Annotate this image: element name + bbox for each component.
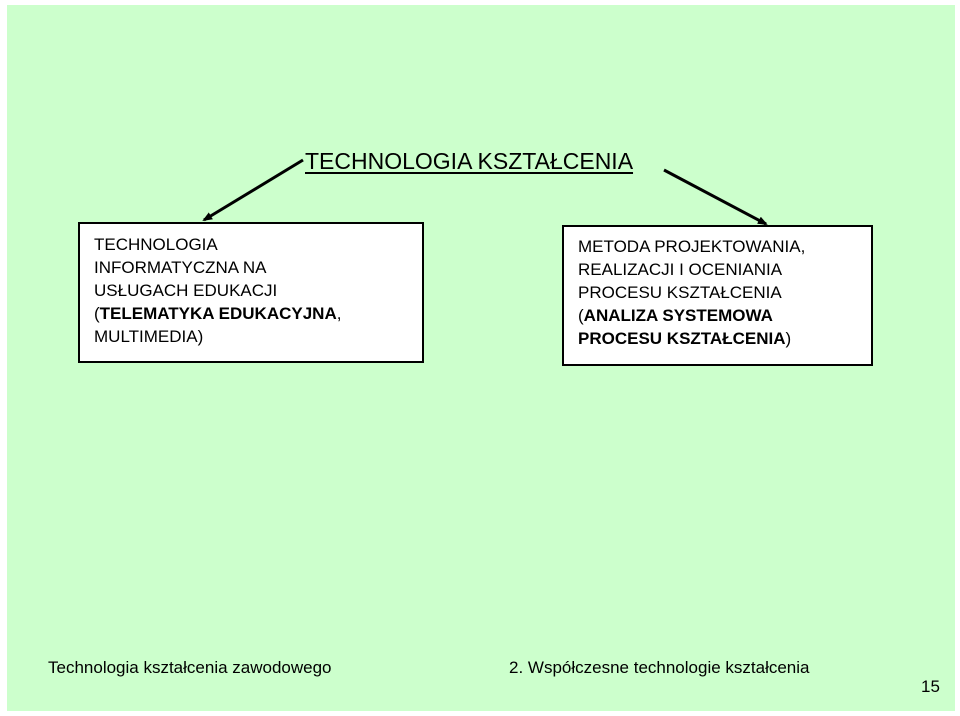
right-box-line: PROCESU KSZTAŁCENIA) (578, 329, 792, 348)
right-box (562, 225, 873, 366)
right-box-line: (ANALIZA SYSTEMOWA (578, 306, 773, 325)
left-box-line: INFORMATYCZNA NA (94, 258, 267, 277)
left-box-line: (TELEMATYKA EDUKACYJNA, (94, 304, 342, 323)
footer-course-title: Technologia kształcenia zawodowego (48, 658, 332, 677)
right-box-line: REALIZACJI I OCENIANIA (578, 260, 783, 279)
page-number: 15 (921, 677, 940, 696)
right-box-line: PROCESU KSZTAŁCENIA (578, 283, 782, 302)
right-box-line: METODA PROJEKTOWANIA, (578, 237, 806, 256)
arrow-to-right-box (664, 170, 766, 224)
left-box (78, 222, 424, 363)
right-box-bold-text: ANALIZA SYSTEMOWA (583, 306, 773, 325)
diagram-title: TECHNOLOGIA KSZTAŁCENIA (305, 148, 634, 174)
left-box-bold-text: TELEMATYKA EDUKACYJNA (99, 304, 337, 323)
arrow-to-left-box (204, 160, 303, 220)
left-box-line: MULTIMEDIA) (94, 327, 204, 346)
footer-section-title: 2. Współczesne technologie kształcenia (509, 658, 810, 677)
left-box-line: USŁUGACH EDUKACJI (94, 281, 278, 300)
left-box-line: TECHNOLOGIA (94, 235, 218, 254)
right-box-bold-text: PROCESU KSZTAŁCENIA (578, 329, 786, 348)
